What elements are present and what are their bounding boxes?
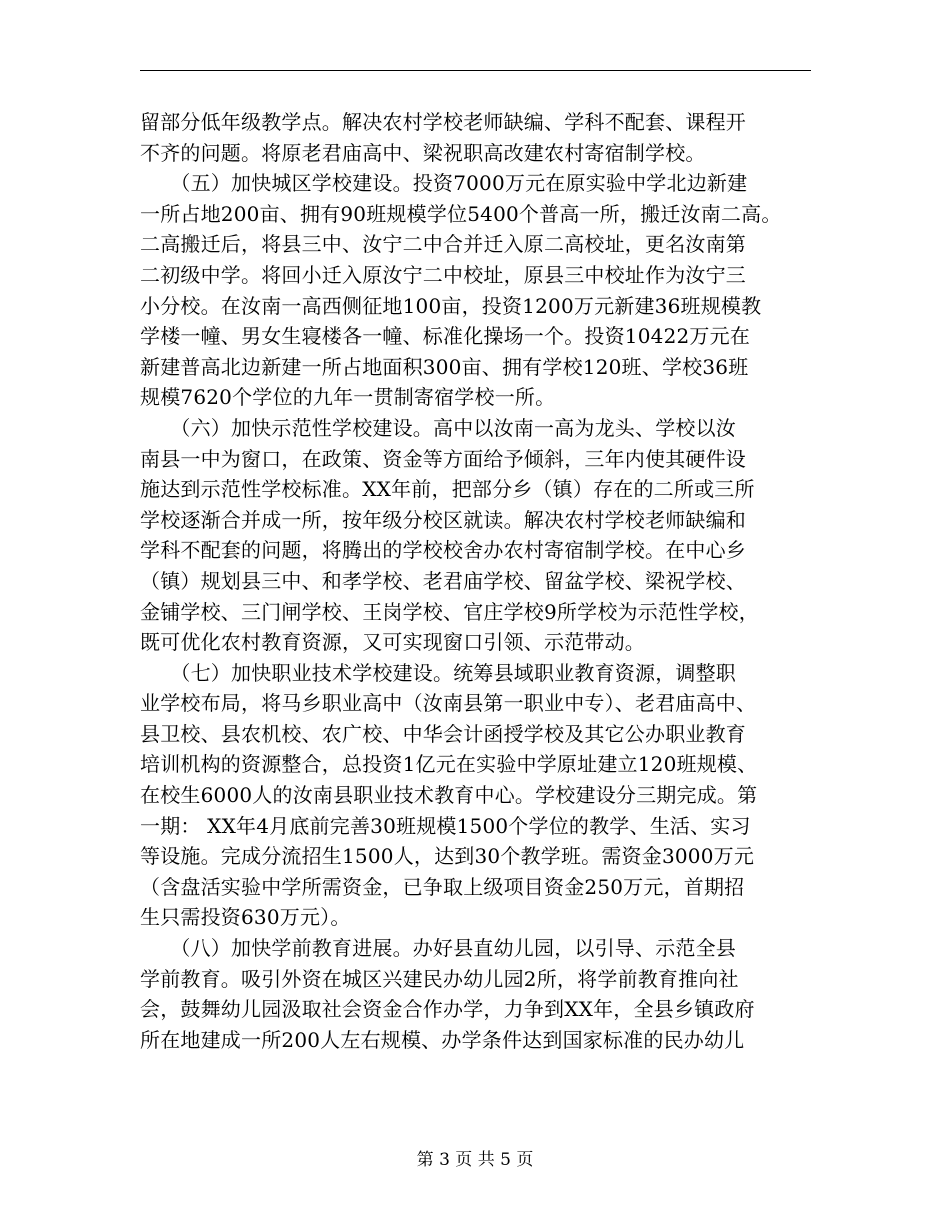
text-line: 学校逐渐合并成一所，按年级分校区就读。解决农村学校老师缺编和 (140, 507, 746, 532)
text-line: 不齐的问题。将原老君庙高中、梁祝职高改建农村寄宿制学校。 (140, 140, 706, 165)
text-line: 小分校。在汝南一高西侧征地100亩，投资1200万元新建36班规模教 (140, 293, 762, 318)
text-line: （六）加快示范性学校建设。高中以汝南一高为龙头、学校以汝 (140, 415, 736, 440)
text-line: 在校生6000人的汝南县职业技术教育中心。学校建设分三期完成。第 (140, 783, 758, 808)
text-line: （五）加快城区学校建设。投资7000万元在原实验中学北边新建 (140, 171, 748, 196)
text-line: 生只需投资630万元）。 (140, 905, 351, 930)
text-line: 业学校布局，将马乡职业高中（汝南县第一职业中专）、老君庙高中、 (140, 691, 757, 716)
text-line: （七）加快职业技术学校建设。统筹县域职业教育资源，调整职 (140, 660, 736, 685)
text-line: 学楼一幢、男女生寝楼各一幢、标准化操场一个。投资10422万元在 (140, 324, 751, 349)
text-line: 一期： XX年4月底前完善30班规模1500个学位的教学、生活、实习 (140, 813, 751, 838)
text-line: 施达到示范性学校标准。XX年前，把部分乡（镇）存在的二所或三所 (140, 477, 755, 502)
document-body (140, 107, 820, 1055)
text-line: 南县一中为窗口，在政策、资金等方面给予倾斜，三年内使其硬件设 (140, 446, 746, 471)
text-line: （八）加快学前教育进展。办好县直幼儿园，以引导、示范全县 (140, 936, 736, 961)
text-line: 既可优化农村教育资源，又可实现窗口引领、示范带动。 (140, 630, 645, 655)
text-line: 会，鼓舞幼儿园汲取社会资金合作办学，力争到XX年，全县乡镇政府 (140, 997, 755, 1022)
text-line: （含盘活实验中学所需资金，已争取上级项目资金250万元，首期招 (140, 874, 745, 899)
page-footer: 第 3 页 共 5 页 (416, 1150, 534, 1170)
header-rule (140, 70, 811, 71)
text-line: 二初级中学。将回小迁入原汝宁二中校址，原县三中校址作为汝宁三 (140, 262, 746, 287)
text-line: （镇）规划县三中、和孝学校、老君庙学校、留盆学校、梁祝学校、 (140, 568, 746, 593)
text-line: 等设施。完成分流招生1500人，达到30个教学班。需资金3000万元 (140, 844, 755, 869)
text-line: 规模7620个学位的九年一贯制寄宿学校一所。 (140, 385, 556, 410)
text-line: 二高搬迁后，将县三中、汝宁二中合并迁入原二高校址，更名汝南第 (140, 232, 746, 257)
text-line: 一所占地200亩、拥有90班规模学位5400个普高一所，搬迁汝南二高。 (140, 201, 782, 226)
text-line: 留部分低年级教学点。解决农村学校老师缺编、学科不配套、课程开 (140, 110, 746, 134)
text-line: 所在地建成一所200人左右规模、办学条件达到国家标准的民办幼儿 (140, 1027, 745, 1052)
text-line: 学前教育。吸引外资在城区兴建民办幼儿园2所，将学前教育推向社 (140, 966, 739, 991)
text-line: 金铺学校、三门闸学校、王岗学校、官庄学校9所学校为示范性学校， (140, 599, 759, 624)
text-line: 学科不配套的问题，将腾出的学校校舍办农村寄宿制学校。在中心乡 (140, 538, 746, 563)
text-line: 培训机构的资源整合，总投资1亿元在实验中学原址建立120班规模、 (140, 752, 758, 777)
text-line: 县卫校、县农机校、农广校、中华会计函授学校及其它公办职业教育 (140, 721, 746, 746)
text-line: 新建普高北边新建一所占地面积300亩、拥有学校120班、学校36班 (140, 354, 749, 379)
